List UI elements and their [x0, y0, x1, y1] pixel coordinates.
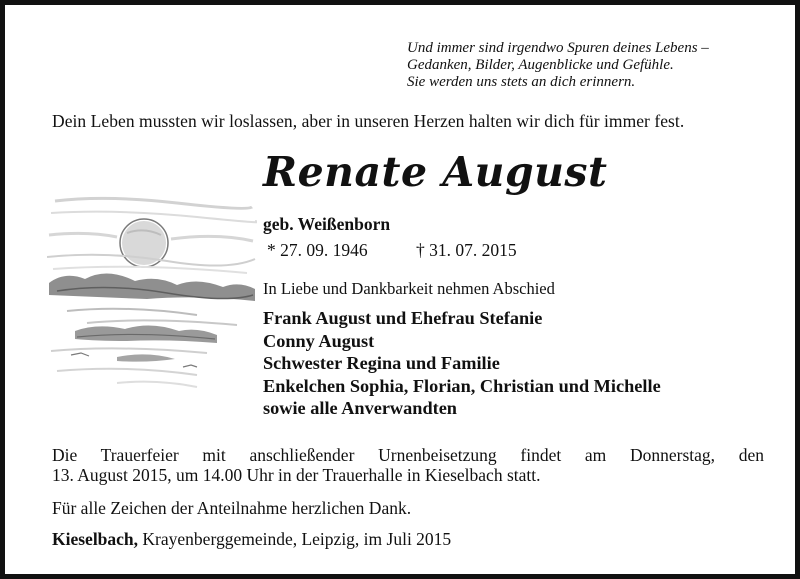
poem-line: Gedanken, Bilder, Augenblicke und Gefühle. — [407, 57, 674, 73]
life-dates — [267, 240, 517, 261]
ceremony-line: Die Trauerfeier mit anschließender Urnenbeisetzung findet am Donnerstag, den — [52, 445, 764, 465]
mourner-entry: Schwester Regina und Familie — [263, 353, 500, 373]
mourner-entry: Conny August — [263, 330, 375, 351]
thanks-text: Für alle Zeichen der Anteilnahme herzlichen Dank. — [52, 498, 412, 518]
farewell-text: In Liebe und Dankbarkeit nehmen Abschied — [263, 279, 555, 298]
mourner-entry: Frank August und Ehefrau Stefanie — [263, 308, 543, 328]
sunset-over-water-sketch-icon — [47, 191, 257, 395]
poem-line: Und immer sind irgendwo Spuren deines Lebens – — [407, 40, 709, 56]
deceased-name: Renate August — [263, 148, 608, 196]
mourner-entry: Enkelchen Sophia, Florian, Christian und Michelle — [263, 375, 661, 396]
place-rest: Krayenberggemeinde, Leipzig, im Juli 2015 — [138, 529, 452, 549]
death-date: † 31. 07. 2015 — [416, 240, 517, 260]
mourner-entry: sowie alle Anverwandten — [263, 398, 457, 418]
ceremony-info — [52, 445, 764, 485]
birth-date: * 27. 09. 1946 — [267, 240, 368, 260]
poem-line: Sie werden uns stets an dich erinnern. — [407, 74, 636, 90]
place-and-date — [52, 529, 451, 550]
mourners-list — [263, 307, 661, 420]
birth-name: geb. Weißenborn — [263, 214, 391, 234]
place-town: Kieselbach, — [52, 529, 139, 549]
ceremony-line: 13. August 2015, um 14.00 Uhr in der Trauerhalle in Kieselbach statt. — [52, 465, 541, 485]
poem — [407, 40, 709, 91]
motto-text: Dein Leben mussten wir loslassen, aber in unseren Herzen halten wir dich für immer fest. — [52, 111, 685, 131]
